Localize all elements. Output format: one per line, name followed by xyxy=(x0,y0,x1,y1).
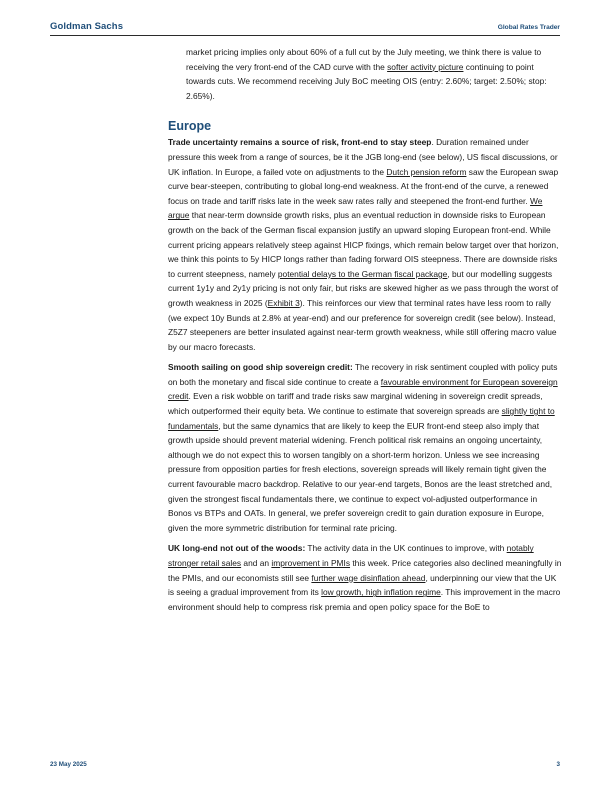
report-title: Global Rates Trader xyxy=(497,24,560,31)
text-run: . This improvement in the macro environment should help to compress risk premia and open policy space for the BoE to xyxy=(168,587,561,612)
header-divider xyxy=(50,35,560,36)
text-run: that near-term downside growth risks, plus an eventual reduction in downside risks to European growth on the back of the German fiscal expansion justify an upward sloping European front-end. While current pricing appears relatively steep against HICP fixings, which remain below target over that horizon, we think this points to 5y HICP longs rather than fading forward OIS steepness. There are downside risks to current steepness, namely xyxy=(168,210,559,279)
link-german-fiscal-package[interactable]: potential delays to the German fiscal package xyxy=(277,268,448,279)
link-slightly-tight[interactable]: slightly tight to fundamentals xyxy=(168,406,555,431)
text-run: . Even a risk wobble on tariff and trade risks saw marginal widening in sovereign credit spreads, which outperformed their equity beta. We continue to estimate that sovereign spreads are xyxy=(168,391,543,417)
link-wage-disinflation[interactable]: further wage disinflation ahead xyxy=(311,572,426,583)
text-run: market pricing implies only about 60% of a full cut by the July meeting, we think there is value to receiving the very front-end of the CAD curve with the xyxy=(186,47,542,72)
link-softer-activity-picture[interactable]: softer activity picture xyxy=(387,61,464,72)
page-number: 3 xyxy=(556,761,560,768)
brand-logo: Goldman Sachs xyxy=(50,21,124,32)
link-low-growth-regime[interactable]: low growth, high inflation regime xyxy=(321,587,441,598)
link-sovereign-credit-environment[interactable]: favourable environment for European sovereign credit xyxy=(168,376,558,402)
paragraph-lead: Trade uncertainty remains a source of risk, front-end to stay steep xyxy=(168,137,432,148)
text-run: The recovery in risk sentiment coupled with policy puts on both the monetary and fiscal side continue to create a xyxy=(168,362,558,387)
paragraph-lead: Smooth sailing on good ship sovereign credit: xyxy=(168,362,353,373)
paragraph-lead: UK long-end not out of the woods: xyxy=(168,543,306,554)
text-run: this week. Price categories also declined meaningfully in the PMIs, and our economists still see xyxy=(168,558,562,583)
link-exhibit-3[interactable]: Exhibit 3 xyxy=(267,297,300,308)
section-heading-europe: Europe xyxy=(168,119,212,134)
paragraph-trade-uncertainty xyxy=(168,135,563,354)
link-pmis[interactable]: improvement in PMIs xyxy=(271,558,351,568)
text-run: ). This reinforces our view that terminal rates have less room to rally (we expect 10y Bunds at 2.8% at year-end) and our preference for sovereign credit (see below). Instead, Z5Z7 steepeners are better insulated against near-term growth weakness, while still offering macro value by our macro forecasts. xyxy=(168,297,557,352)
text-run: and an xyxy=(241,558,272,568)
text-run: , but the same dynamics that are likely to keep the EUR front-end steep also imply that growth upside should prevent material widening. French political risk remains an ongoing uncertainty, although we do not expect this to worsen tangibly on a short-term horizon. Unless we see increasing pressure from opposition parties for fresh elections, sovereign spreads will likely remain tight given the current favourable macro backdrop. Relative to our year-end targets, Bonos are the least stretched and, given the strongest fiscal fundamentals there, we continue to expect vol-adjusted outperformance in Bonos vs BTPs and OATs. In general, we prefer sovereign credit to gain duration exposure in Europe, given the more symmetric distribution for terminal rate pricing. xyxy=(168,420,553,533)
footer-date: 23 May 2025 xyxy=(50,761,87,768)
paragraph-sovereign-credit xyxy=(168,360,563,535)
text-run: , but our modelling suggests current 1y1y and 2y1y pricing is not only fair, but risks are skewed higher as we pass through the worst of growth weakness in 2025 ( xyxy=(168,268,559,308)
text-run: , underpinning our view that the UK is seeing a gradual improvement from its xyxy=(168,572,557,598)
intro-paragraph xyxy=(168,45,563,103)
text-run: . Duration remained under pressure this week from a range of sources, be it the JGB long-end (see below), US fiscal discussions, or UK inflation. In Europe, a failed vote on adjustments to the xyxy=(168,137,558,177)
link-dutch-pension-reform[interactable]: Dutch pension reform xyxy=(386,166,467,177)
text-run: The activity data in the UK continues to improve, with xyxy=(305,543,507,554)
text-run: saw the European swap curve bear-steepen, contributing to global long-end weakness. At the front-end of the curve, a renewed focus on trade and tariff risks late in the week saw rates rally and steepened the front-end further. xyxy=(168,166,559,206)
link-retail-sales[interactable]: notably stronger retail sales xyxy=(168,543,534,568)
paragraph-uk-long-end xyxy=(168,541,563,614)
text-run: continuing to point towards cuts. We recommend receiving July BoC meeting OIS (entry: 2.60%; target: 2.50%; stop: 2.65%). xyxy=(186,61,547,101)
link-we-argue[interactable]: We argue xyxy=(168,195,543,221)
article-body xyxy=(168,45,563,620)
